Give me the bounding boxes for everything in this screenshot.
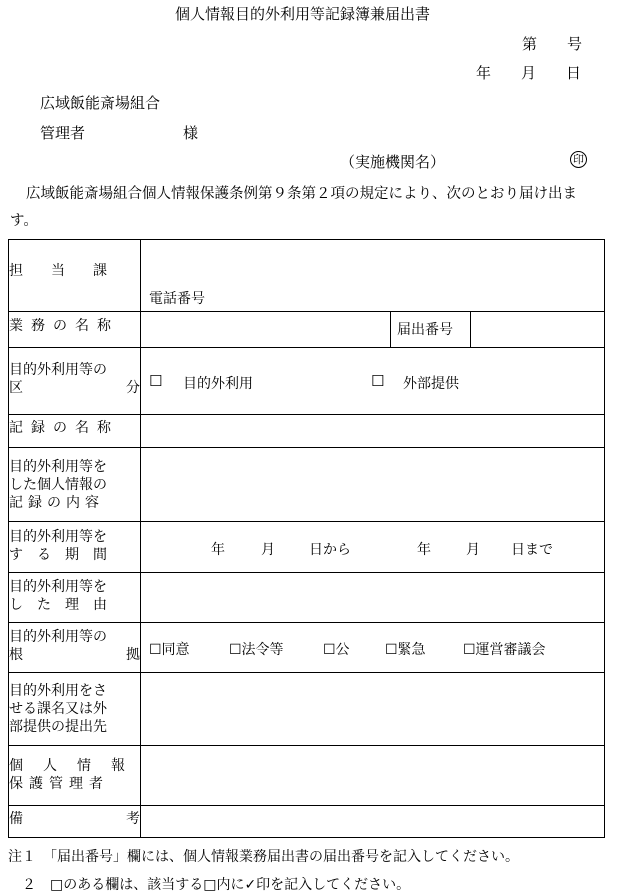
honorific: 様 bbox=[183, 124, 199, 142]
option-horei[interactable]: ☐法令等 bbox=[229, 642, 284, 658]
option-doi[interactable]: ☐同意 bbox=[149, 642, 190, 658]
label-kiroku bbox=[9, 415, 141, 448]
kikan-tsuki-2: 月 bbox=[466, 542, 480, 558]
form-table bbox=[8, 239, 605, 838]
option-mokuteki-gai: 目的外利用 bbox=[183, 376, 253, 392]
label-kikan-line2: する期間 bbox=[9, 547, 121, 563]
option-gaibu-teikyo: 外部提供 bbox=[403, 376, 459, 392]
label-hogo-line1: 個人情報 bbox=[9, 758, 145, 774]
note-1: 注１ 「届出番号」欄には、個人情報業務届出書の届出番号を記入してください。 bbox=[8, 849, 519, 865]
intro-text-line1: 広域飯能斎場組合個人情報保護条例第９条第２項の規定により、次のとおり届け出ま bbox=[26, 186, 577, 202]
kikan-nen-2: 年 bbox=[417, 542, 431, 558]
row-kubun bbox=[9, 348, 605, 415]
field-kubun bbox=[141, 348, 605, 415]
row-konkyo bbox=[9, 623, 605, 673]
row-hogo bbox=[9, 746, 605, 806]
label-riyu bbox=[9, 573, 141, 623]
field-kikan[interactable] bbox=[141, 522, 605, 573]
field-biko[interactable] bbox=[141, 806, 605, 838]
phone-label: 電話番号 bbox=[149, 291, 205, 307]
label-riyu-line1: 目的外利用等を bbox=[9, 579, 107, 595]
label-kubun-line1: 目的外利用等の bbox=[9, 362, 107, 378]
label-todoke-text: 届出番号 bbox=[397, 322, 453, 338]
kikan-tsuki-1: 月 bbox=[261, 542, 275, 558]
label-naiyo-line1: 目的外利用等を bbox=[9, 459, 107, 475]
label-hogo-line2: 保護管理者 bbox=[9, 776, 109, 792]
label-riyu-line2: した理由 bbox=[9, 597, 121, 613]
option-ko[interactable]: ☐公 bbox=[323, 642, 350, 658]
row-tanto bbox=[9, 240, 605, 312]
field-todoke[interactable] bbox=[471, 312, 605, 348]
intro-text-line2: す。 bbox=[10, 213, 38, 229]
row-kikan bbox=[9, 522, 605, 573]
label-tanto bbox=[9, 240, 141, 312]
option-unei-shingikai[interactable]: ☐運営審議会 bbox=[463, 642, 546, 658]
label-teishutsu-line3: 部提供の提出先 bbox=[9, 719, 107, 735]
field-konkyo bbox=[141, 623, 605, 673]
row-biko bbox=[9, 806, 605, 838]
label-teishutsu-line2: せる課名又は外 bbox=[9, 701, 107, 717]
row-kiroku bbox=[9, 415, 605, 448]
row-gyomu bbox=[9, 312, 605, 348]
label-hogo bbox=[9, 746, 145, 806]
kikan-nen-1: 年 bbox=[211, 542, 225, 558]
label-teishutsu bbox=[9, 673, 141, 746]
label-gyomu-text: 業務の名称 bbox=[9, 318, 119, 334]
addressee-manager: 管理者 bbox=[40, 124, 86, 142]
label-biko: 備 考 bbox=[9, 806, 141, 838]
label-kikan-line1: 目的外利用等を bbox=[9, 529, 107, 545]
kikan-hi-2: 日まで bbox=[511, 542, 553, 558]
kikan-hi-1: 日から bbox=[309, 542, 351, 558]
form-title: 個人情報目的外利用等記録簿兼届出書 bbox=[175, 5, 431, 23]
field-kiroku[interactable] bbox=[141, 415, 605, 448]
document-date: 年 月 日 bbox=[476, 64, 582, 82]
label-konkyo bbox=[9, 623, 141, 673]
addressee-organization: 広域飯能斎場組合 bbox=[40, 94, 161, 112]
label-tanto-text: 担当課 bbox=[9, 263, 135, 279]
label-kiroku-text: 記録の名称 bbox=[9, 420, 119, 436]
agency-name-label: （実施機関名） bbox=[340, 153, 446, 171]
checkbox-mokuteki-gai[interactable]: ☐ bbox=[149, 372, 163, 390]
label-gyomu bbox=[9, 312, 141, 348]
label-naiyo-line3: 記録の内容 bbox=[9, 495, 104, 511]
field-riyu[interactable] bbox=[141, 573, 605, 623]
label-kubun bbox=[9, 348, 141, 415]
label-naiyo-line2: した個人情報の bbox=[9, 477, 107, 493]
option-kinkyu[interactable]: ☐緊急 bbox=[385, 642, 426, 658]
label-kubun-line2: 区 分 bbox=[9, 380, 140, 396]
field-gyomu[interactable] bbox=[141, 312, 391, 348]
label-kikan bbox=[9, 522, 141, 573]
field-teishutsu[interactable] bbox=[141, 673, 605, 746]
note-2: ２ □のある欄は、該当する□内に✓印を記入してください。 bbox=[8, 877, 411, 893]
field-naiyo[interactable] bbox=[141, 448, 605, 522]
label-naiyo bbox=[9, 448, 141, 522]
label-konkyo-line2: 根 拠 bbox=[9, 647, 140, 663]
checkbox-gaibu-teikyo[interactable]: ☐ bbox=[371, 372, 385, 390]
row-riyu bbox=[9, 573, 605, 623]
seal-mark: 印 bbox=[570, 151, 587, 168]
field-hogo[interactable] bbox=[141, 746, 605, 806]
label-konkyo-line1: 目的外利用等の bbox=[9, 629, 107, 645]
document-number: 第 号 bbox=[522, 35, 583, 53]
field-tanto[interactable] bbox=[141, 240, 605, 312]
label-todoke bbox=[391, 312, 471, 348]
label-teishutsu-line1: 目的外利用をさ bbox=[9, 683, 107, 699]
row-teishutsu bbox=[9, 673, 605, 746]
row-naiyo bbox=[9, 448, 605, 522]
